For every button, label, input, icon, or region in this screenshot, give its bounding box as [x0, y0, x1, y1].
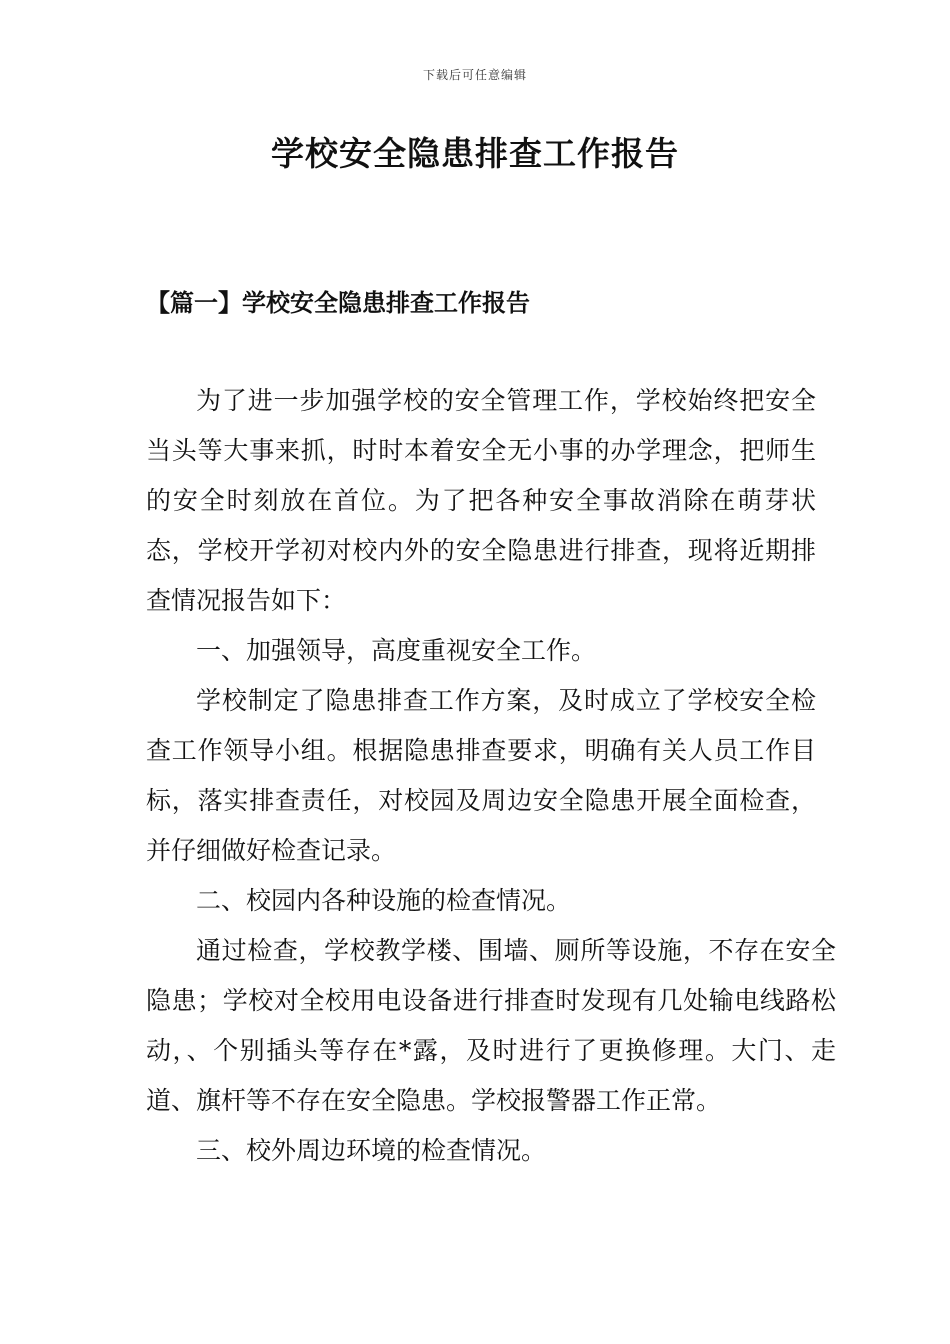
document-title: 学校安全隐患排查工作报告	[271, 134, 679, 173]
paragraph-heading-1: 一、加强领导，高度重视安全工作。	[196, 636, 597, 665]
paragraph-heading-2: 二、校园内各种设施的检查情况。	[196, 886, 572, 915]
paragraph-facilities: 通过检查，学校教学楼、围墙、厕所等设施，不存在安全隐患；学校对全校用电设备进行排查时发现有几处输电线路松动，、个别插头等存在*露，及时进行了更换修理。大门、走道、旗杆等不存在安全隐患。学校报警器工作正常。	[146, 936, 836, 1115]
paragraph-leadership: 学校制定了隐患排查工作方案，及时成立了学校安全检查工作领导小组。根据隐患排查要求，明确有关人员工作目标，落实排查责任，对校园及周边安全隐患开展全面检查，并仔细做好检查记录。	[146, 686, 816, 865]
document-body	[146, 376, 836, 1176]
paragraph-heading-3: 三、校外周边环境的检查情况。	[196, 1136, 547, 1165]
section-heading: 【篇一】学校安全隐患排查工作报告	[146, 288, 530, 317]
header-note: 下载后可任意编辑	[422, 68, 527, 82]
paragraph-intro: 为了进一步加强学校的安全管理工作，学校始终把安全当头等大事来抓，时时本着安全无小事的办学理念，把师生的安全时刻放在首位。为了把各种安全事故消除在萌芽状态，学校开学初对校内外的安全隐患进行排查，现将近期排查情况报告如下：	[146, 386, 816, 615]
